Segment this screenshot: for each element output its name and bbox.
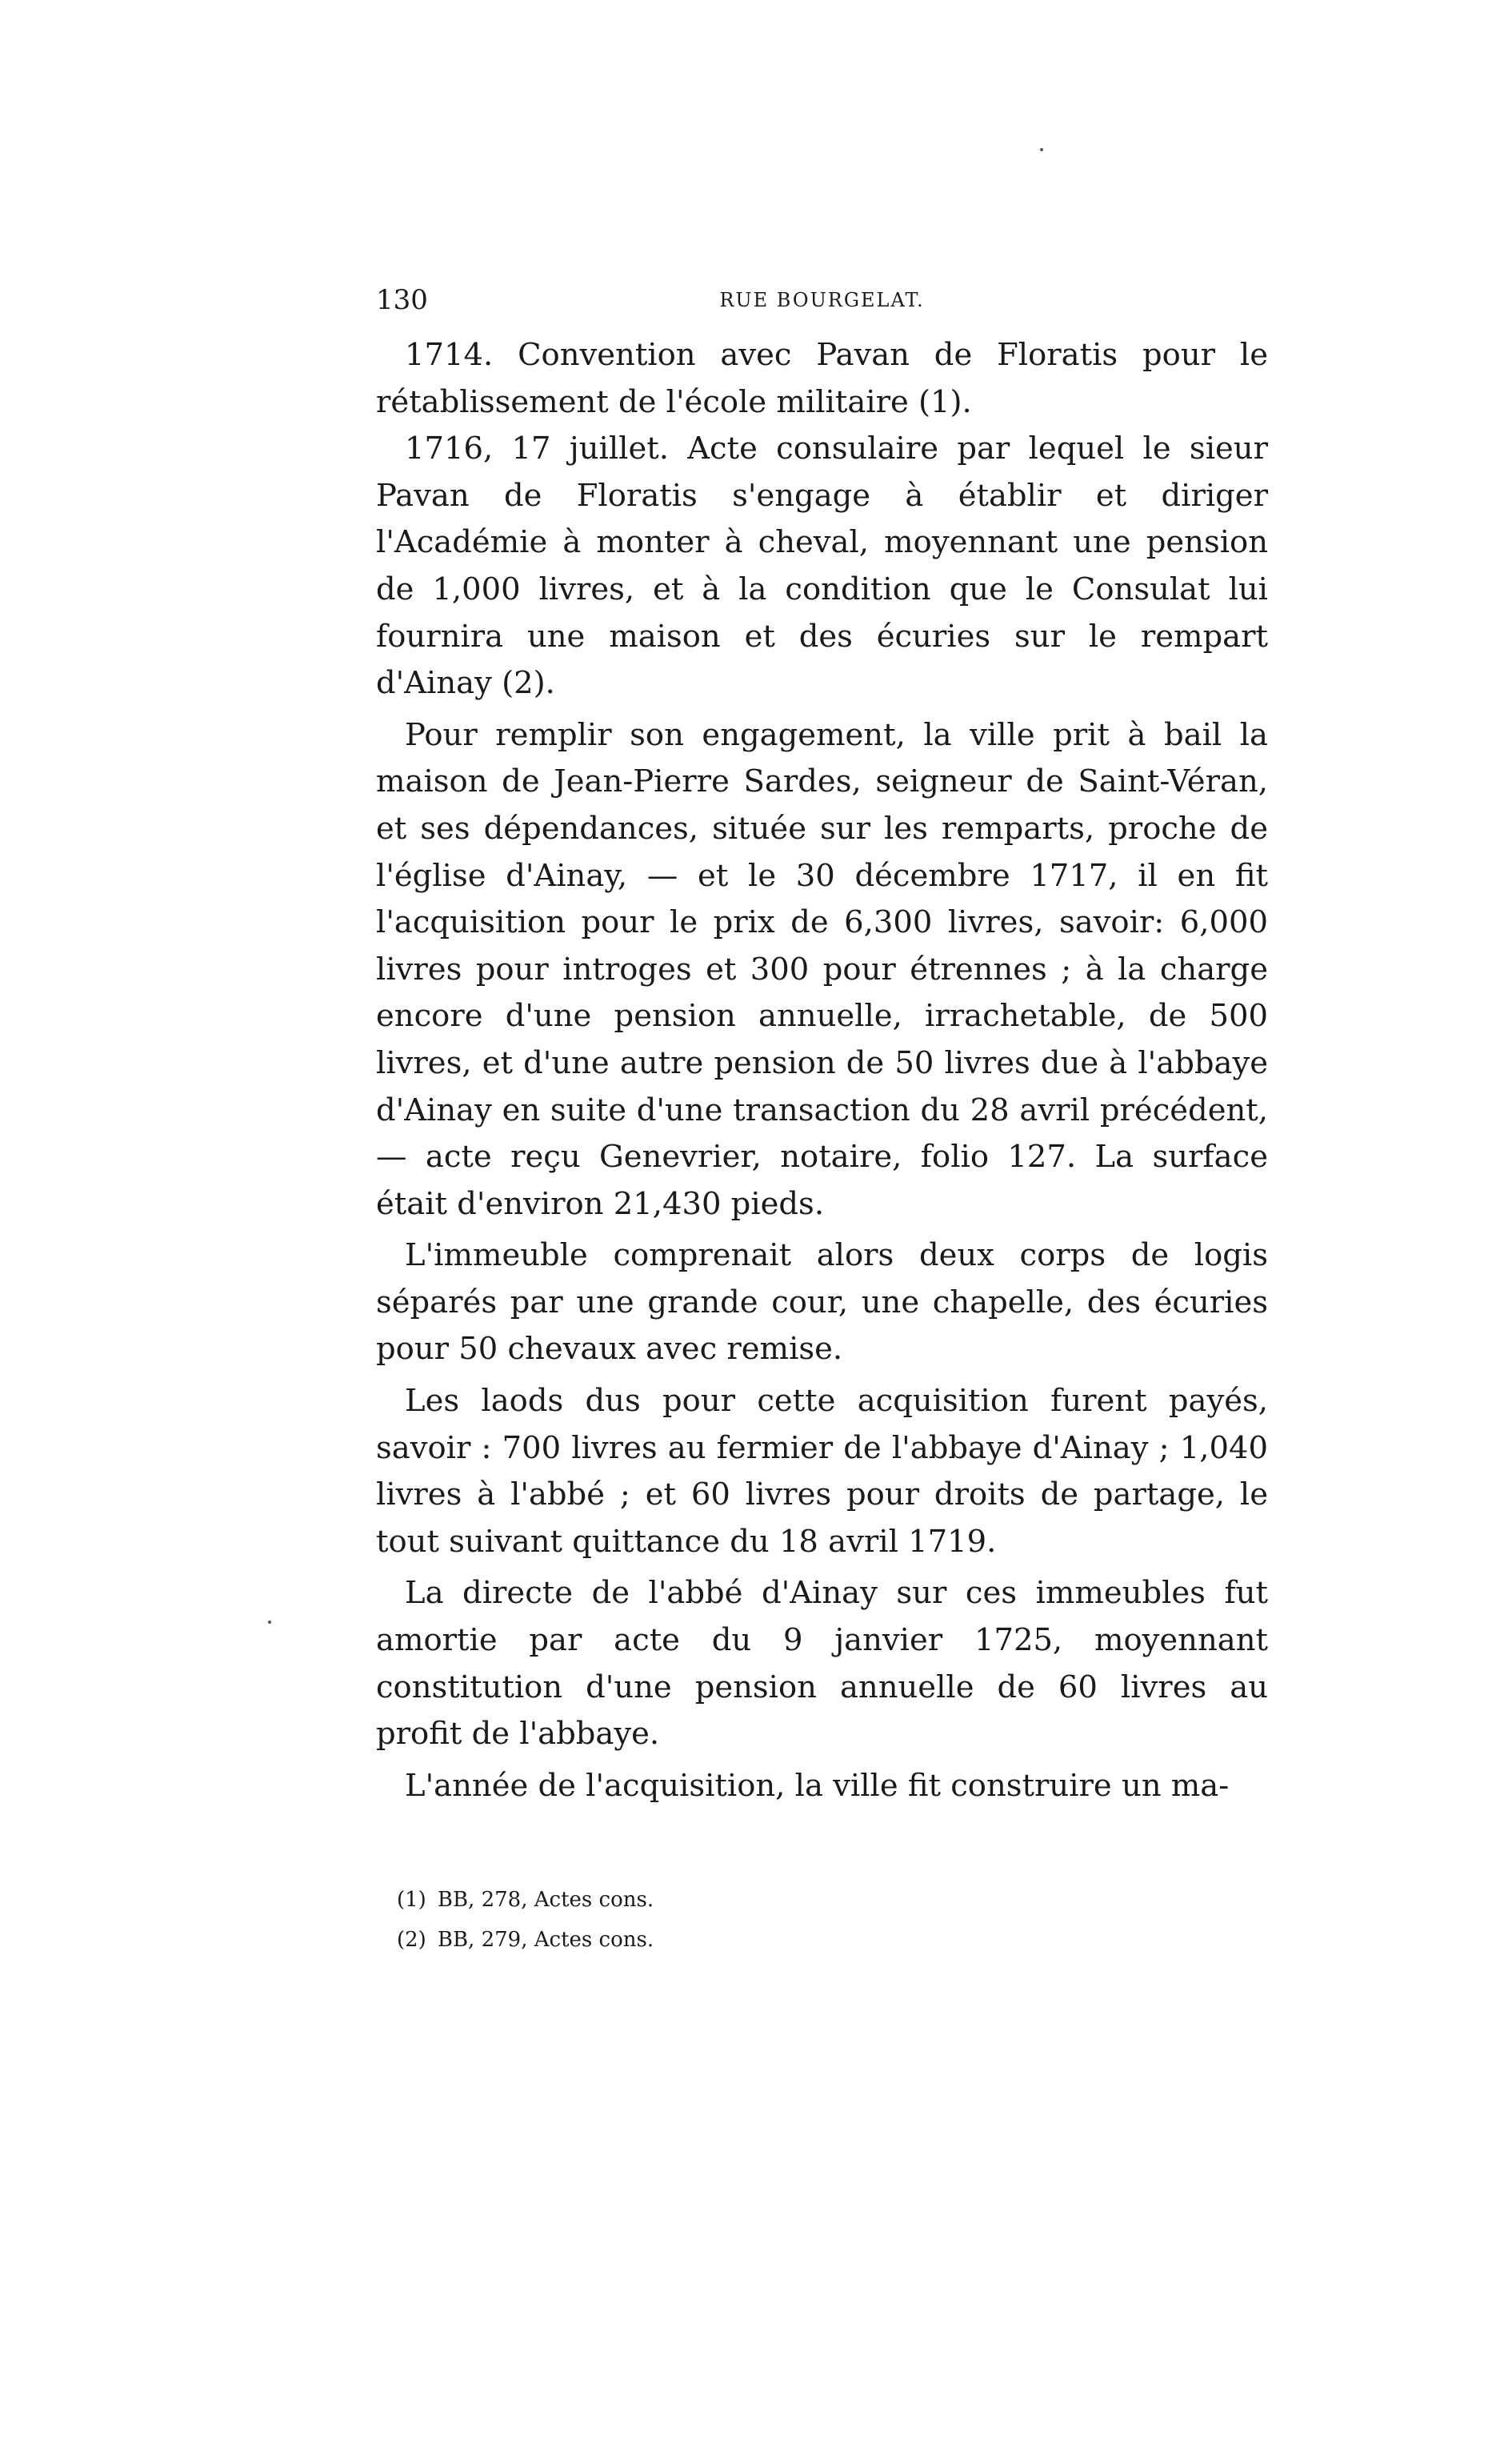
footnote — [376, 1920, 1268, 1960]
footnotes — [376, 1880, 1268, 1960]
paragraph-directe: La directe de l'abbé d'Ainay sur ces immeubles fut amortie par acte du 9 janvier 1725, moyennant constitution d'une pension annuelle de 60 livres au profit de l'abbaye. — [376, 1575, 1268, 1753]
footnote — [376, 1880, 1268, 1920]
paper-speck — [268, 1621, 271, 1624]
footnote-mark: (1) — [397, 1888, 426, 1913]
paragraph-immeuble: L'immeuble comprenait alors deux corps de logis séparés par une grande cour, une chapelle, des écuries pour 50 chevaux avec remise. — [376, 1237, 1268, 1368]
footnote-mark: (2) — [397, 1928, 426, 1953]
body-text — [376, 332, 1268, 1809]
paragraph-laods: Les laods dus pour cette acquisition furent payés, savoir : 700 livres au fermier de l'abbaye d'Ainay ; 1,040 livres à l'abbé ; et 60 livres pour droits de partage, le tout suivant quittance du 18 avril 1719. — [376, 1383, 1268, 1560]
footnote-text: BB, 279, Actes cons. — [437, 1928, 654, 1953]
footnote-text: BB, 278, Actes cons. — [437, 1888, 654, 1913]
paragraph-1716-acte-consulaire: 1716, 17 juillet. Acte consulaire par lequel le sieur Pavan de Floratis s'engage à établir et diriger l'Académie à monter à cheval, moyennant une pension de 1,000 livres, et à la condition que le Consulat lui fournira une maison et des écuries sur le rempart d'Ainay (2). — [376, 431, 1268, 702]
book-page — [376, 284, 1268, 1960]
paragraph-engagement: Pour remplir son engagement, la ville prit à bail la maison de Jean-Pierre Sardes, seigneur de Saint-Véran, et ses dépendances, située sur les remparts, proche de l'église d'Ainay, — et le 30 décembre 1717, il en fit l'acquisition pour le prix de 6,300 livres, savoir: 6,000 livres pour introges et 300 pour étrennes ; à la charge encore d'une pension annuelle, irrachetable, de 500 livres, et d'une autre pension de 50 livres due à l'abbaye d'Ainay en suite d'une transaction du 28 avril précédent, — acte reçu Genevrier, notaire, folio 127. La surface était d'environ 21,430 pieds. — [376, 716, 1268, 1222]
paragraph-1714-convention: 1714. Convention avec Pavan de Floratis pour le rétablissement de l'école militaire (1). — [376, 337, 1268, 420]
running-title: RUE BOURGELAT. — [719, 289, 925, 311]
paper-speck — [1040, 148, 1043, 151]
running-head — [376, 284, 1268, 332]
page-number: 130 — [376, 284, 428, 316]
paragraph-annee-acquisition: L'année de l'acquisition, la ville fit construire un ma- — [405, 1767, 1230, 1804]
